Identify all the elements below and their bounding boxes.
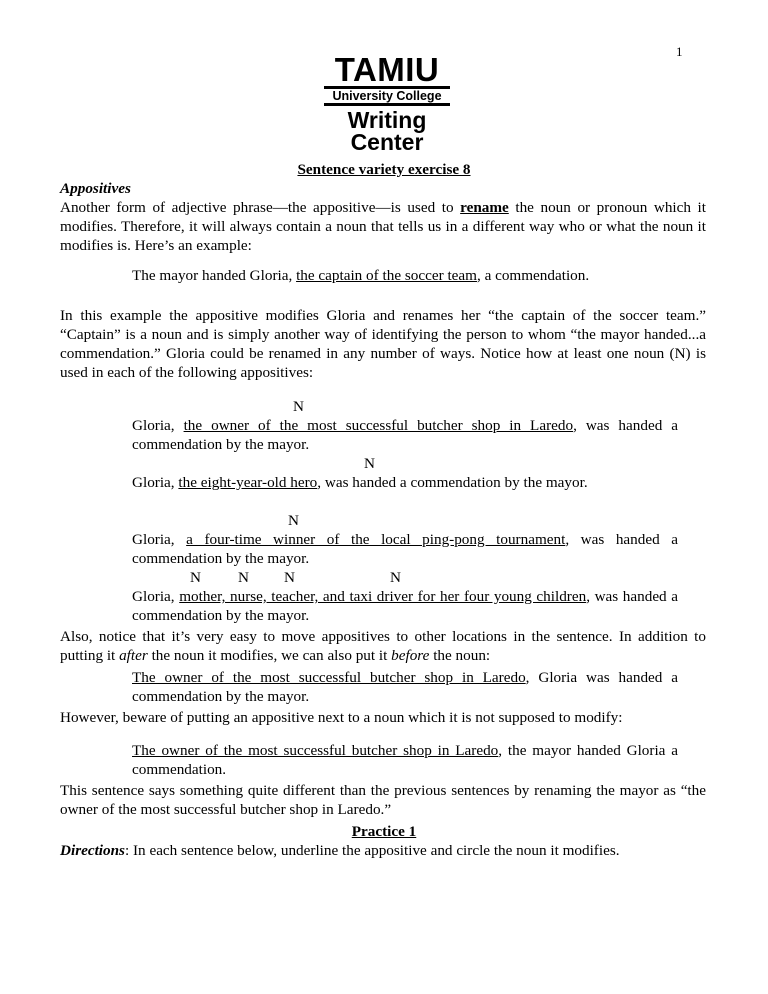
page-number: 1 [676,44,683,59]
conclusion-paragraph: This sentence says something quite different than the previous sentences by renaming the mayor as “the owner of the most successful butcher shop in Laredo.” [60,782,706,818]
appositive: The owner of the most successful butcher shop in Laredo [132,669,526,686]
appositive: the owner of the most successful butcher shop in Laredo [183,417,574,434]
logo-line-university-college: University College [324,86,450,106]
noun-marker: N [293,398,304,415]
rename-keyword: rename [460,199,509,216]
noun-marker: N [238,569,249,586]
tamiu-writing-center-logo [322,51,452,155]
example-owner: Gloria, the owner of the most successful butcher shop in Laredo, was handed a commendation by the mayor. [132,417,678,453]
noun-marker: N [284,569,295,586]
beware-paragraph: However, beware of putting an appositive next to a noun which it is not supposed to modify: [60,709,623,726]
noun-marker: N [288,512,299,529]
example-winner: Gloria, a four-time winner of the local ping-pong tournament, was handed a commendation by the mayor. [132,531,678,567]
noun-marker: N [190,569,201,586]
example-wrong: The owner of the most successful butcher shop in Laredo, the mayor handed Gloria a commendation. [132,742,678,778]
move-paragraph: Also, notice that it’s very easy to move appositives to other locations in the sentence. In addition to putting it after the noun it modifies, we can also put it before the noun: [60,628,706,664]
section-heading: Appositives [60,180,131,197]
appositive: the eight-year-old hero [178,474,318,491]
appositive: The owner of the most successful butcher shop in Laredo [132,742,499,759]
appositive: a four-time winner of the local ping-pong tournament [186,531,566,548]
page-title: Sentence variety exercise 8 [297,161,471,178]
example-hero: Gloria, the eight-year-old hero, was handed a commendation by the mayor. [132,474,588,491]
appositive: the captain of the soccer team [296,267,477,284]
intro-paragraph: Another form of adjective phrase—the appositive—is used to rename the noun or pronoun which it modifies. Therefore, it will always contain a noun that tells us in a different way who or what the noun it modifies is. Here’s an example: [60,199,706,254]
appositive: mother, nurse, teacher, and taxi driver for her four young children [179,588,587,605]
logo-line-writing: Writing [347,107,427,133]
practice-title: Practice 1 [351,823,417,840]
example-captain: The mayor handed Gloria, the captain of the soccer team, a commendation. [132,267,590,284]
example-before: The owner of the most successful butcher shop in Laredo, Gloria was handed a commendation by the mayor. [132,669,678,705]
noun-marker: N [364,455,375,472]
logo-line-tamiu: TAMIU [334,51,440,88]
logo-line-center: Center [350,129,424,155]
directions: Directions: In each sentence below, underline the appositive and circle the noun it modifies. [60,842,620,859]
noun-marker: N [390,569,401,586]
explanation-paragraph: In this example the appositive modifies Gloria and renames her “the captain of the soccer team.” “Captain” is a noun and is simply another way of identifying the person to whom “the mayor handed...a commendation.” Gloria could be renamed in any number of ways. Notice how at least one noun (N) is used in each of the following appositives: [60,307,706,381]
directions-label: Directions [60,842,125,859]
example-mother: Gloria, mother, nurse, teacher, and taxi driver for her four young children, was handed a commendation by the mayor. [132,588,678,624]
